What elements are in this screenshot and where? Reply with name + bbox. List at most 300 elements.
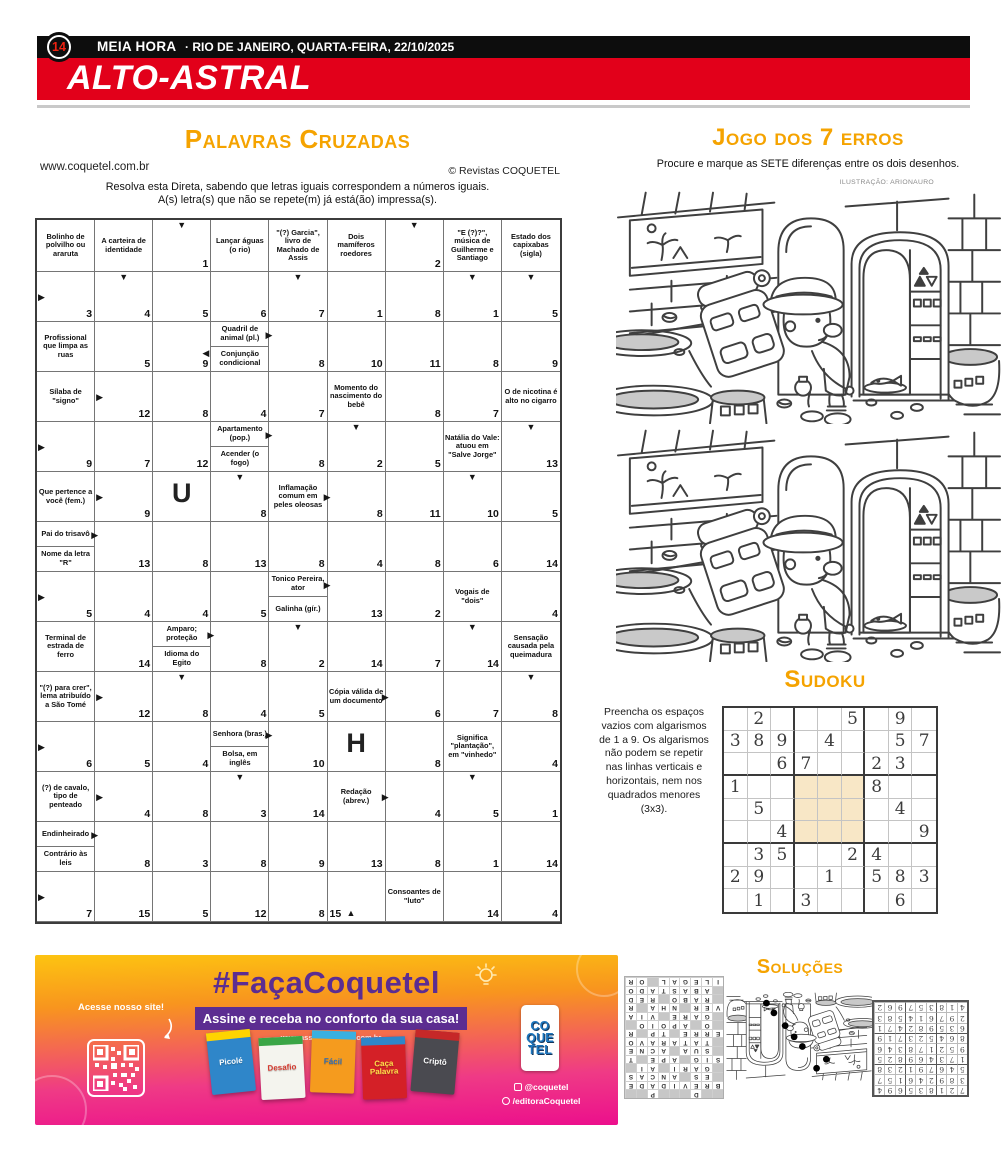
solution-letter-cell: P bbox=[647, 1029, 658, 1038]
facebook-icon bbox=[502, 1097, 510, 1105]
crossword-answer-cell[interactable]: 8 bbox=[95, 822, 153, 872]
sudoku-solution-cell: 5 bbox=[884, 1074, 894, 1084]
crossword-answer-cell[interactable]: 4 bbox=[211, 372, 269, 422]
crossword-answer-cell[interactable]: 5 bbox=[153, 272, 211, 322]
crossword-answer-cell[interactable]: 5 ▶ bbox=[37, 572, 95, 622]
crossword-answer-cell[interactable]: 4 bbox=[153, 572, 211, 622]
qr-code bbox=[87, 1039, 145, 1097]
sudoku-empty-cell[interactable] bbox=[724, 799, 748, 822]
crossword-instructions bbox=[30, 181, 565, 208]
solution-block-cell bbox=[701, 1089, 712, 1098]
sudoku-empty-cell[interactable] bbox=[771, 889, 795, 912]
solution-letter-cell: G bbox=[701, 1012, 712, 1021]
crossword-answer-cell[interactable]: 14 bbox=[269, 772, 327, 822]
crossword-answer-cell[interactable]: 5 bbox=[502, 472, 560, 522]
crossword-clue-cell: A carteira de identidade bbox=[95, 220, 153, 272]
sudoku-given-cell: 2 bbox=[724, 867, 748, 890]
sudoku-solution-cell: 5 bbox=[895, 1012, 905, 1022]
solution-letter-cell: E bbox=[625, 1081, 636, 1090]
solution-letter-cell: D bbox=[636, 986, 647, 995]
crossword-prefilled-cell: U bbox=[153, 472, 211, 522]
crossword-answer-cell[interactable]: 9 bbox=[502, 322, 560, 372]
crossword-answer-cell[interactable]: 1 ▼ bbox=[153, 220, 211, 272]
solution-block-cell bbox=[679, 1089, 690, 1098]
sudoku-empty-cell[interactable] bbox=[912, 753, 936, 776]
solutions-title: Soluções bbox=[756, 956, 844, 978]
sudoku-given-cell: 4 bbox=[771, 821, 795, 844]
crossword-answer-cell[interactable]: 13 bbox=[328, 822, 386, 872]
crossword-answer-cell[interactable]: 5 bbox=[269, 672, 327, 722]
crossword-answer-cell[interactable]: 8 bbox=[386, 722, 444, 772]
crossword-answer-cell[interactable]: 12 ▶ bbox=[95, 372, 153, 422]
magazine-cover-ca-a-palavra[interactable] bbox=[361, 1036, 407, 1099]
solution-block-cell bbox=[636, 1055, 647, 1064]
sudoku-solution-cell: 3 bbox=[915, 1085, 925, 1095]
sudoku-solution-cell: 5 bbox=[874, 1054, 884, 1064]
solution-letter-cell: A bbox=[690, 1063, 701, 1072]
cover-title: Picolé bbox=[218, 1055, 244, 1068]
sudoku-solution-cell: 1 bbox=[946, 1002, 956, 1012]
sudoku-empty-cell[interactable] bbox=[912, 708, 936, 731]
crossword-answer-cell[interactable]: 1 ▼ bbox=[444, 272, 502, 322]
crossword-clue-cell: Natália do Vale: atuou em "Salve Jorge" bbox=[444, 422, 502, 472]
crossword-answer-cell[interactable]: 4 bbox=[211, 672, 269, 722]
crossword-clue-cell: Amparo; proteção Idioma do Egito ▶ bbox=[153, 622, 211, 672]
crossword-clue-cell: Endinheirado Contrário às leis ▶ bbox=[37, 822, 95, 872]
solution-letter-cell: A bbox=[690, 994, 701, 1003]
crossword-answer-cell[interactable]: 13 bbox=[211, 522, 269, 572]
crossword-answer-cell[interactable]: 2 ▼ bbox=[269, 622, 327, 672]
magazine-cover-desafio[interactable] bbox=[258, 1036, 305, 1100]
solution-letter-cell: A bbox=[647, 1063, 658, 1072]
solution-letter-cell: D bbox=[636, 1081, 647, 1090]
sudoku-empty-cell[interactable] bbox=[889, 821, 913, 844]
sudoku-solution-cell: 1 bbox=[936, 1085, 946, 1095]
sudoku-solution-cell: 3 bbox=[926, 1002, 936, 1012]
crossword-answer-cell[interactable]: 4 bbox=[502, 572, 560, 622]
solution-letter-cell: R bbox=[647, 994, 658, 1003]
crossword-clue-cell: Tonico Pereira, ator Galinha (gír.) ▶ bbox=[269, 572, 327, 622]
sudoku-solution-cell: 9 bbox=[957, 1043, 967, 1053]
sudoku-solution-cell: 7 bbox=[884, 1023, 894, 1033]
solution-letter-cell: S bbox=[625, 1072, 636, 1081]
solution-letter-cell: N bbox=[658, 1072, 669, 1081]
instagram-handle[interactable]: @coquetel bbox=[475, 1081, 607, 1095]
crossword-answer-cell[interactable]: 8 bbox=[386, 272, 444, 322]
sudoku-given-cell: 5 bbox=[748, 799, 772, 822]
solution-block-cell bbox=[636, 1029, 647, 1038]
solution-letter-cell: A bbox=[647, 1038, 658, 1047]
sudoku-empty-cell[interactable] bbox=[842, 753, 866, 776]
crossword-answer-cell[interactable]: 15 bbox=[95, 872, 153, 922]
sudoku-empty-cell[interactable] bbox=[818, 844, 842, 867]
crossword-answer-cell[interactable]: 8 ▼ bbox=[211, 472, 269, 522]
arrow-r-icon: ▶ bbox=[38, 741, 45, 752]
arrow-d-icon: ▼ bbox=[235, 772, 245, 782]
sudoku-empty-cell[interactable] bbox=[889, 844, 913, 867]
sudoku-empty-cell[interactable] bbox=[842, 799, 866, 822]
crossword-answer-cell[interactable]: 7 ▼ bbox=[269, 272, 327, 322]
crossword-answer-cell[interactable]: 5 bbox=[95, 322, 153, 372]
crossword-answer-cell[interactable]: 5 bbox=[153, 872, 211, 922]
crossword-answer-cell[interactable]: 8 bbox=[269, 322, 327, 372]
sudoku-solution-cell: 4 bbox=[936, 1033, 946, 1043]
crossword-answer-cell[interactable]: 9 ▶ bbox=[95, 472, 153, 522]
sudoku-solution-cell: 3 bbox=[905, 1033, 915, 1043]
crossword-answer-cell[interactable]: 8 bbox=[386, 372, 444, 422]
crossword-answer-cell[interactable]: 14 ▼ bbox=[444, 622, 502, 672]
crossword-answer-cell[interactable]: 8 bbox=[153, 772, 211, 822]
magazine-cover-f-cil[interactable] bbox=[310, 1030, 356, 1093]
solution-letter-cell: T bbox=[625, 1055, 636, 1064]
sudoku-solution-cell: 7 bbox=[915, 1043, 925, 1053]
sudoku-empty-cell[interactable] bbox=[771, 799, 795, 822]
crossword-answer-cell[interactable]: 8 bbox=[211, 822, 269, 872]
crossword-answer-cell[interactable]: 3 bbox=[153, 822, 211, 872]
sudoku-solution-cell: 3 bbox=[946, 1023, 956, 1033]
sudoku-empty-cell[interactable] bbox=[818, 776, 842, 799]
sudoku-empty-cell[interactable] bbox=[865, 708, 889, 731]
crossword-answer-cell[interactable]: 4 bbox=[95, 572, 153, 622]
crossword-answer-cell[interactable]: 10 bbox=[328, 322, 386, 372]
sudoku-given-cell: 7 bbox=[912, 731, 936, 754]
crossword-answer-cell[interactable]: 6 bbox=[211, 272, 269, 322]
crossword-clue-cell: Consoantes de "luto" bbox=[386, 872, 444, 922]
sudoku-given-cell: 2 bbox=[842, 844, 866, 867]
sudoku-solution-cell: 8 bbox=[884, 1012, 894, 1022]
arrow-l-icon: ◀ bbox=[202, 348, 210, 359]
crossword-answer-cell[interactable]: 2 bbox=[386, 572, 444, 622]
solution-block-cell bbox=[712, 1072, 723, 1081]
crossword-answer-cell[interactable]: 14 bbox=[502, 822, 560, 872]
solution-block-cell bbox=[636, 1003, 647, 1012]
sudoku-empty-cell[interactable] bbox=[748, 753, 772, 776]
cover-title: Caça Palavra bbox=[369, 1058, 399, 1077]
solution-letter-cell: I bbox=[712, 977, 723, 986]
sudoku-empty-cell[interactable] bbox=[748, 776, 772, 799]
sudoku-empty-cell[interactable] bbox=[795, 799, 819, 822]
crossword-answer-cell[interactable]: 2 ▼ bbox=[386, 220, 444, 272]
crossword-answer-cell[interactable]: 4 bbox=[502, 722, 560, 772]
solution-letter-cell: U bbox=[690, 1046, 701, 1055]
sudoku-given-cell: 1 bbox=[724, 776, 748, 799]
crossword-answer-cell[interactable]: 5 bbox=[386, 422, 444, 472]
crossword-answer-cell[interactable]: 10 bbox=[269, 722, 327, 772]
solution-letter-cell: I bbox=[636, 1012, 647, 1021]
crossword-answer-cell[interactable]: 6 ▶ bbox=[37, 722, 95, 772]
coquetel-ad-banner[interactable] bbox=[35, 955, 618, 1125]
sudoku-empty-cell[interactable] bbox=[818, 753, 842, 776]
solution-letter-cell: R bbox=[679, 1012, 690, 1021]
crossword-answer-cell[interactable]: 12 bbox=[153, 422, 211, 472]
sudoku-empty-cell[interactable] bbox=[842, 867, 866, 890]
sudoku-empty-cell[interactable] bbox=[795, 867, 819, 890]
crossword-answer-cell[interactable]: 6 bbox=[444, 522, 502, 572]
solution-letter-cell: T bbox=[701, 1038, 712, 1047]
sudoku-empty-cell[interactable] bbox=[724, 753, 748, 776]
arrow-rr-icon: ▶ bbox=[381, 791, 389, 802]
arrow-rrt-icon: ▶ bbox=[265, 329, 273, 340]
arrow-d-icon: ▼ bbox=[235, 472, 245, 482]
crossword-answer-cell[interactable]: 8 ▼ bbox=[502, 672, 560, 722]
sudoku-empty-cell[interactable] bbox=[842, 889, 866, 912]
seven-errors-subtitle: Procure e marque as SETE diferenças entre os dois desenhos. bbox=[656, 158, 960, 170]
edition-text: RIO DE JANEIRO, QUARTA-FEIRA, 22/10/2025 bbox=[192, 40, 455, 54]
crossword-answer-cell[interactable]: 12 ▶ bbox=[95, 672, 153, 722]
sudoku-empty-cell[interactable] bbox=[795, 708, 819, 731]
sudoku-solution-cell: 4 bbox=[895, 1023, 905, 1033]
sudoku-given-cell: 9 bbox=[889, 708, 913, 731]
separator: · bbox=[185, 40, 189, 54]
sudoku-solution-cell: 8 bbox=[946, 1074, 956, 1084]
sudoku-given-cell: 5 bbox=[865, 867, 889, 890]
crossword-answer-cell[interactable]: 3 ▼ bbox=[211, 772, 269, 822]
crossword-answer-cell[interactable]: 4 bbox=[328, 522, 386, 572]
crossword-answer-cell[interactable]: 7 bbox=[444, 372, 502, 422]
crossword-clue-cell: Sensação causada pela queimadura bbox=[502, 622, 560, 672]
solution-block-cell bbox=[658, 1089, 669, 1098]
crossword-answer-cell[interactable]: 4 bbox=[502, 872, 560, 922]
sudoku-solution-cell: 9 bbox=[926, 1023, 936, 1033]
sudoku-empty-cell[interactable] bbox=[818, 708, 842, 731]
crossword-answer-cell[interactable]: 1 bbox=[502, 772, 560, 822]
crossword-clue-cell: Terminal de estrada de ferro bbox=[37, 622, 95, 672]
crossword-clue-cell: Lançar águas (o rio) bbox=[211, 220, 269, 272]
sudoku-empty-cell[interactable] bbox=[865, 889, 889, 912]
crossword-answer-cell[interactable]: 12 bbox=[211, 872, 269, 922]
cover-band bbox=[258, 1036, 302, 1046]
sudoku-solution-cell: 8 bbox=[936, 1002, 946, 1012]
solution-letter-cell: L bbox=[658, 977, 669, 986]
arrow-rrt-icon: ▶ bbox=[207, 629, 215, 640]
sudoku-solution-cell: 7 bbox=[874, 1074, 884, 1084]
crossword-answer-cell[interactable]: 8 bbox=[269, 422, 327, 472]
crossword-answer-cell[interactable]: 14 bbox=[444, 872, 502, 922]
crossword-answer-cell[interactable]: 5 ▼ bbox=[502, 272, 560, 322]
sudoku-solution-cell: 9 bbox=[895, 1002, 905, 1012]
sudoku-given-cell: 8 bbox=[748, 731, 772, 754]
sudoku-solution-cell: 4 bbox=[926, 1054, 936, 1064]
crossword-answer-cell[interactable]: 7 bbox=[269, 372, 327, 422]
arrow-d-icon: ▼ bbox=[409, 220, 419, 230]
sudoku-solution-cell: 5 bbox=[936, 1023, 946, 1033]
sudoku-empty-cell[interactable] bbox=[724, 821, 748, 844]
solution-block-cell bbox=[658, 1012, 669, 1021]
crossword-answer-cell[interactable]: 4 ▼ bbox=[95, 272, 153, 322]
crossword-answer-cell[interactable]: 2 ▼ bbox=[328, 422, 386, 472]
solution-letter-cell: O bbox=[636, 1020, 647, 1029]
crossword-answer-cell[interactable]: 11 bbox=[386, 472, 444, 522]
crossword-answer-cell[interactable]: 10 ▼ bbox=[444, 472, 502, 522]
magazine-cover-picol-[interactable] bbox=[206, 1029, 256, 1095]
sudoku-given-cell: 8 bbox=[865, 776, 889, 799]
arrow-rrt-icon: ▶ bbox=[91, 529, 99, 540]
crossword-answer-cell[interactable]: 1 bbox=[328, 272, 386, 322]
crossword-answer-cell[interactable]: 13 bbox=[328, 572, 386, 622]
sudoku-empty-cell[interactable] bbox=[912, 844, 936, 867]
sudoku-empty-cell[interactable] bbox=[865, 821, 889, 844]
arrow-r-icon: ▶ bbox=[96, 491, 104, 502]
sudoku-empty-cell[interactable] bbox=[912, 776, 936, 799]
solution-letter-cell: E bbox=[636, 994, 647, 1003]
crossword-answer-cell[interactable]: 8 bbox=[386, 822, 444, 872]
crossword-answer-cell[interactable]: 5 bbox=[211, 572, 269, 622]
sudoku-solution-cell: 2 bbox=[895, 1064, 905, 1074]
sudoku-given-cell: 7 bbox=[795, 753, 819, 776]
arrow-d-icon: ▼ bbox=[526, 272, 536, 282]
crossword-answer-cell[interactable]: 3 ▶ bbox=[37, 272, 95, 322]
sudoku-empty-cell[interactable] bbox=[771, 776, 795, 799]
crossword-answer-cell[interactable]: 7 bbox=[95, 422, 153, 472]
crossword-answer-cell[interactable]: 14 bbox=[328, 622, 386, 672]
solution-letter-cell: A bbox=[647, 1003, 658, 1012]
solution-letter-cell: N bbox=[669, 1003, 680, 1012]
solution-block-cell bbox=[669, 1046, 680, 1055]
solution-letter-cell: A bbox=[647, 986, 658, 995]
crossword-answer-cell[interactable]: 4 bbox=[386, 772, 444, 822]
sudoku-empty-cell[interactable] bbox=[795, 776, 819, 799]
crossword-answer-cell[interactable]: 8 bbox=[328, 472, 386, 522]
solution-block-cell bbox=[712, 1012, 723, 1021]
crossword-title: Palavras Cruzadas bbox=[184, 124, 411, 154]
crossword-answer-cell[interactable]: 1 bbox=[444, 822, 502, 872]
logo-line: CO bbox=[530, 1018, 550, 1033]
solution-letter-cell: V bbox=[636, 1038, 647, 1047]
solution-block-cell bbox=[658, 994, 669, 1003]
crossword-answer-cell[interactable]: 8 bbox=[444, 322, 502, 372]
solution-letter-cell: P bbox=[647, 1089, 658, 1098]
sudoku-empty-cell[interactable] bbox=[889, 776, 913, 799]
solution-block-cell bbox=[679, 1003, 690, 1012]
sudoku-empty-cell[interactable] bbox=[724, 889, 748, 912]
solution-letter-cell: I bbox=[701, 1055, 712, 1064]
magazine-cover-cript-[interactable] bbox=[410, 1029, 459, 1095]
crossword-answer-cell[interactable]: 4 bbox=[153, 722, 211, 772]
solution-letter-cell: R bbox=[690, 1029, 701, 1038]
crossword-answer-cell[interactable]: 7 bbox=[386, 622, 444, 672]
crossword-answer-cell[interactable]: 4 ▶ bbox=[95, 772, 153, 822]
sudoku-empty-cell[interactable] bbox=[818, 799, 842, 822]
arrow-d-icon: ▼ bbox=[293, 272, 303, 282]
arrow-d-icon: ▼ bbox=[351, 422, 361, 432]
crossword-answer-cell[interactable]: 15 ▲ bbox=[328, 872, 386, 922]
crossword-answer-cell[interactable]: 13 bbox=[95, 522, 153, 572]
sudoku-empty-cell[interactable] bbox=[795, 821, 819, 844]
solution-letter-cell: T bbox=[679, 1038, 690, 1047]
solution-letter-cell: A bbox=[647, 1081, 658, 1090]
crossword-answer-cell[interactable]: 8 bbox=[153, 522, 211, 572]
arrow-rrt-icon: ▶ bbox=[265, 429, 273, 440]
sudoku-solution-cell: 5 bbox=[926, 1033, 936, 1043]
crossword-answer-cell[interactable]: 9 ◀ bbox=[153, 322, 211, 372]
crossword-clue-cell: Cópia válida de um documento ▶ bbox=[328, 672, 386, 722]
sudoku-empty-cell[interactable] bbox=[912, 799, 936, 822]
arrow-d-icon: ▼ bbox=[119, 272, 129, 282]
crossword-answer-cell[interactable]: 5 ▼ bbox=[444, 772, 502, 822]
sudoku-empty-cell[interactable] bbox=[724, 708, 748, 731]
sudoku-given-cell: 5 bbox=[842, 708, 866, 731]
sudoku-empty-cell[interactable] bbox=[912, 889, 936, 912]
solution-letter-cell: V bbox=[679, 1081, 690, 1090]
sudoku-empty-cell[interactable] bbox=[771, 867, 795, 890]
crossword-answer-cell[interactable]: 7 ▶ bbox=[37, 872, 95, 922]
crossword-answer-cell[interactable]: 14 bbox=[95, 622, 153, 672]
crossword-answer-cell[interactable]: 8 bbox=[153, 372, 211, 422]
sudoku-solution-cell: 1 bbox=[915, 1012, 925, 1022]
crossword-answer-cell[interactable]: 8 bbox=[269, 522, 327, 572]
solution-letter-cell: R bbox=[701, 994, 712, 1003]
solution-letter-cell: A bbox=[625, 1012, 636, 1021]
sudoku-empty-cell[interactable] bbox=[818, 821, 842, 844]
crossword-answer-cell[interactable]: 9 bbox=[269, 822, 327, 872]
solution-letter-cell: E bbox=[669, 1012, 680, 1021]
facebook-handle[interactable]: /editoraCoquetel bbox=[475, 1095, 607, 1109]
crossword-clue-cell: Apartamento (pop.) Acender (o fogo) ▶ bbox=[211, 422, 269, 472]
sudoku-solution-cell: 8 bbox=[874, 1064, 884, 1074]
solution-letter-cell: I bbox=[647, 1020, 658, 1029]
banner-cta-text: Assine e receba no conforto da sua casa! bbox=[202, 1011, 460, 1026]
sudoku-empty-cell[interactable] bbox=[795, 731, 819, 754]
crossword-answer-cell[interactable]: 8 bbox=[269, 872, 327, 922]
solution-letter-cell: A bbox=[669, 1038, 680, 1047]
sudoku-empty-cell[interactable] bbox=[748, 821, 772, 844]
illustration-credit: ILUSTRAÇÃO: ARIONAURO bbox=[839, 179, 934, 186]
crossword-answer-cell[interactable]: 6 bbox=[386, 672, 444, 722]
solution-letter-cell: R bbox=[625, 1003, 636, 1012]
sudoku-solution-cell: 6 bbox=[946, 1033, 956, 1043]
sudoku-empty-cell[interactable] bbox=[795, 844, 819, 867]
sudoku-empty-cell[interactable] bbox=[842, 776, 866, 799]
solution-letter-cell: I bbox=[636, 1063, 647, 1072]
crossword-answer-cell[interactable]: 13 ▼ bbox=[502, 422, 560, 472]
crossword-answer-cell[interactable]: 14 bbox=[502, 522, 560, 572]
sudoku-instructions: Preencha os espaços vazios com algarismos de 1 a 9. Os algarismos não podem se repetir nas linhas verticais e horizontais, nem nos quadrados menores (3x3). bbox=[599, 707, 709, 815]
lightbulb-icon bbox=[473, 963, 499, 989]
solution-letter-cell: R bbox=[625, 1029, 636, 1038]
sudoku-empty-cell[interactable] bbox=[865, 731, 889, 754]
sudoku-empty-cell[interactable] bbox=[865, 799, 889, 822]
sudoku-empty-cell[interactable] bbox=[842, 821, 866, 844]
crossword-answer-cell[interactable]: 7 bbox=[444, 672, 502, 722]
sudoku-empty-cell[interactable] bbox=[842, 731, 866, 754]
crossword-answer-cell[interactable]: 8 bbox=[386, 522, 444, 572]
banner-hashtag: #FaçaCoquetel bbox=[212, 965, 440, 1000]
seven-errors-solution-image bbox=[726, 992, 872, 1082]
sudoku-solution-cell: 7 bbox=[926, 1064, 936, 1074]
solution-letter-cell: R bbox=[679, 1063, 690, 1072]
solution-letter-cell: R bbox=[690, 1003, 701, 1012]
sudoku-solution-cell: 6 bbox=[915, 1054, 925, 1064]
sudoku-solution-cell: 9 bbox=[946, 1012, 956, 1022]
arrow-d-icon: ▼ bbox=[467, 622, 477, 632]
crossword-answer-cell[interactable]: 8 ▼ bbox=[153, 672, 211, 722]
solution-letter-cell: V bbox=[647, 1012, 658, 1021]
sudoku-empty-cell[interactable] bbox=[724, 844, 748, 867]
solution-letter-cell: N bbox=[636, 1046, 647, 1055]
arrow-d-icon: ▼ bbox=[177, 672, 187, 682]
crossword-answer-cell[interactable]: 5 bbox=[95, 722, 153, 772]
crossword-answer-cell[interactable]: 8 bbox=[211, 622, 269, 672]
arrow-r-icon: ▶ bbox=[38, 441, 45, 452]
sudoku-solution-cell: 6 bbox=[936, 1064, 946, 1074]
crossword-answer-cell[interactable]: 11 bbox=[386, 322, 444, 372]
sudoku-empty-cell[interactable] bbox=[771, 708, 795, 731]
solution-letter-cell: O bbox=[658, 1020, 669, 1029]
crossword-answer-cell[interactable]: 9 ▶ bbox=[37, 422, 95, 472]
sudoku-solution-grid bbox=[872, 1000, 969, 1097]
sudoku-empty-cell[interactable] bbox=[818, 889, 842, 912]
solution-letter-cell: R bbox=[658, 1038, 669, 1047]
